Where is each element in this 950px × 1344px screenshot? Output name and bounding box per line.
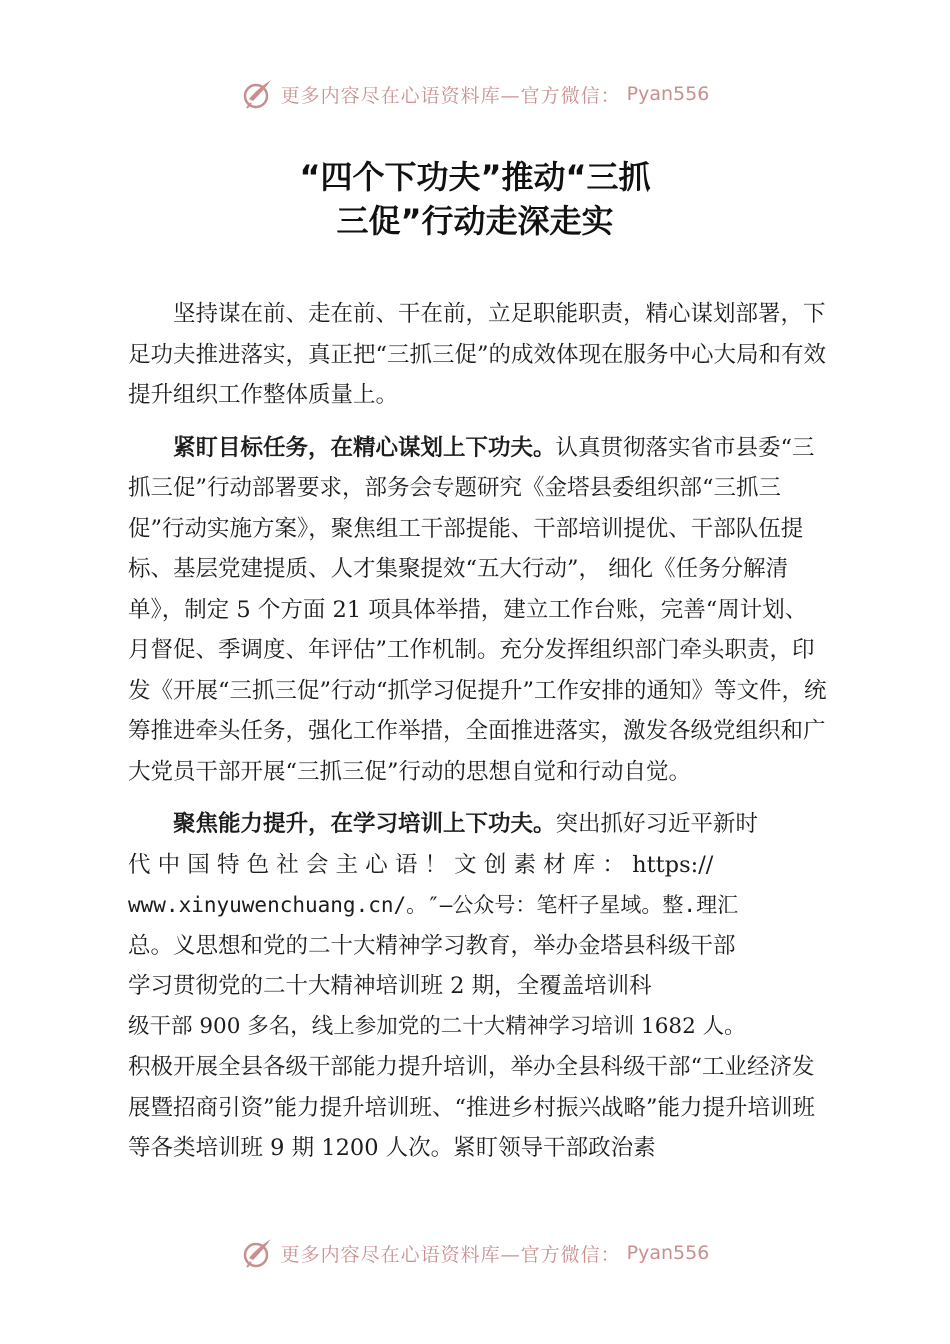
- watermark-text: 更多内容尽在心语资料库—官方微信：: [280, 84, 621, 107]
- paragraph-line: 总。义思想和党的二十大精神学习教育，举办金塔县科级干部: [128, 932, 736, 959]
- paragraph-line: 学习贯彻党的二十大精神培训班 2 期，全覆盖培训科: [128, 973, 652, 999]
- title-line-1: “四个下功夫”推动“三抓: [299, 158, 651, 196]
- quill-logo-icon: [241, 1236, 275, 1270]
- paragraph-capability: [128, 804, 828, 1169]
- watermark-banner-top: [0, 74, 950, 114]
- title-line-2: 三促”行动走深走实: [336, 202, 614, 240]
- watermark-banner-bottom: [0, 1233, 950, 1273]
- watermark-wechat-id: Pyan556: [626, 1242, 710, 1264]
- paragraph-text: 突出抓好习近平新时: [555, 811, 759, 837]
- paragraph-text: 委“三抓三促”行动部署要求，部务会专题研究《金塔县委组织部“三抓三促”行动实施方案》，聚焦组工干部提能、干部培训提优、干部队伍提标、基层党建提质、人才集聚提效“五大行动”， 细化《任务分解清单》，制定 5 个方面 21 项具体举措，建立工作台账，完善“周计划、月督促、季调度、年评估”工作机制。充分发挥组织部门牵头职责，印发《开展“三抓三促”行动“抓学习促提升”工作安排的通知》等文件，统筹推进牵头任务，强化工作举措，全面推进落实，激发各级党组织和广大党员干部开展“三抓三促”行动的思想自觉和行动自觉。: [128, 434, 827, 785]
- document-title: [0, 155, 950, 243]
- watermark-wechat-id: Pyan556: [626, 83, 710, 105]
- quill-logo-icon: [241, 77, 275, 111]
- paragraph-text: 认真贯彻落实省市县: [555, 434, 759, 461]
- paragraph-target-tasks: [128, 428, 828, 793]
- paragraph-line-url: www.xinyuwenchuang.cn/。″—公众号：笔杆子星域。整.理汇: [128, 893, 739, 917]
- watermark-text: 更多内容尽在心语资料库—官方微信：: [280, 1243, 621, 1266]
- paragraph-lead-capability: 聚焦能力提升，在学习培训上下功夫。: [173, 811, 556, 837]
- paragraph-text: 积极开展全县各级干部能力提升培训，举办全县科级干部“工业经济发展暨招商引资”能力提升培训班、“推进乡村振兴战略”能力提升培训班等各类培训班 9 期 1200 人次。紧盯领导干部政治素: [128, 1054, 816, 1161]
- paragraph-lead-target-tasks: 紧盯目标任务，在精心谋划上下功夫。: [173, 434, 556, 461]
- document-body: [128, 294, 828, 1181]
- paragraph-line: 级干部 900 多名，线上参加党的二十大精神学习培训 1682 人。: [128, 1013, 746, 1039]
- paragraph-line: 代 中 国 特 色 社 会 主 心 语 ！ 文 创 素 材 库 ： https://: [128, 851, 714, 878]
- paragraph-intro: 坚持谋在前、走在前、干在前，立足职能职责，精心谋划部署，下足功夫推进落实，真正把“三抓三促”的成效体现在服务中心大局和有效提升组织工作整体质量上。: [128, 301, 827, 408]
